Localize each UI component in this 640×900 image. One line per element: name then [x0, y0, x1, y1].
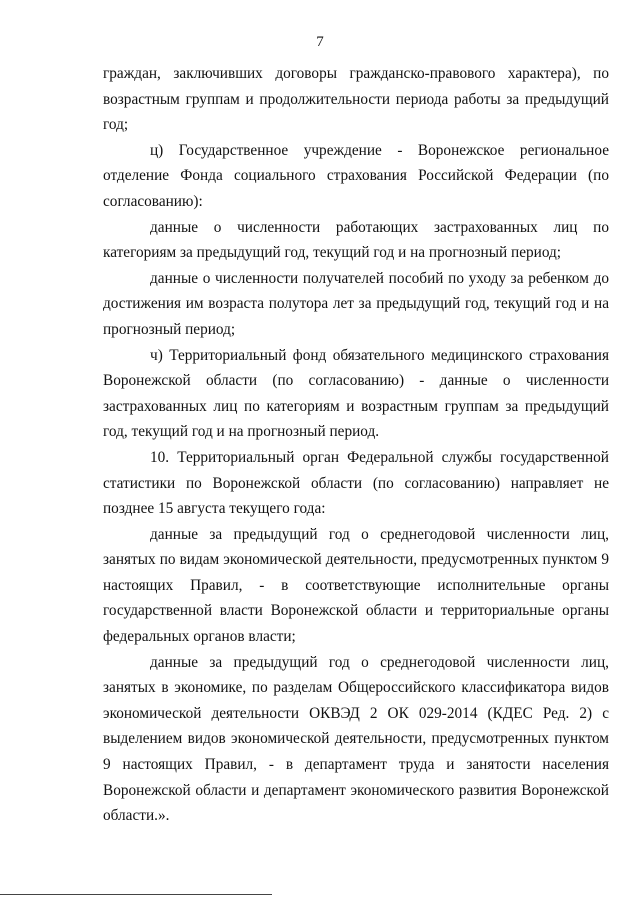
paragraph-insured-persons-data: данные о численности работающих застрахованных лиц по категориям за предыдущий год, текущий год и на прогнозный период;: [103, 218, 609, 262]
paragraph-childcare-benefit-data: данные о численности получателей пособий по уходу за ребенком до достижения им возраста полутора лет за предыдущий год, текущий год и на прогнозный период;: [103, 269, 609, 338]
document-body: [103, 61, 609, 829]
paragraph-item-ts: ц) Государственное учреждение - Воронежское региональное отделение Фонда социального страхования Российской Федерации (по согласованию):: [103, 141, 609, 210]
paragraph-item-10: 10. Территориальный орган Федеральной службы государственной статистики по Воронежской области (по согласованию) направляет не позднее 15 августа текущего года:: [103, 448, 609, 518]
paragraph-employment-data-by-okved: данные за предыдущий год о среднегодовой численности лиц, занятых в экономике, по разделам Общероссийского классификатора видов экономической деятельности ОКВЭД 2 ОК 029-2014 (КДЕС Ред. 2) с выделением видов экономической деятельности, предусмотренных пунктом 9 настоящих Правил, - в департамент труда и занятости населения Воронежской области и департамент экономического развития Воронежской области.».: [103, 653, 609, 825]
paragraph-employment-data-by-activity: данные за предыдущий год о среднегодовой численности лиц, занятых по видам экономической деятельности, предусмотренных пунктом 9 настоящих Правил, - в соответствующие исполнительные органы государственной власти Воронежской области и территориальные органы федеральных органов власти;: [103, 525, 609, 646]
page-number: 7: [316, 34, 324, 50]
paragraph-continuation: граждан, заключивших договоры гражданско-правового характера), по возрастным группам и продолжительности периода работы за предыдущий год;: [103, 65, 609, 134]
paragraph-item-ch: ч) Территориальный фонд обязательного медицинского страхования Воронежской области (по согласованию) - данные о численности застрахованных лиц по категориям и возрастным группам за предыдущий год, текущий год и на прогнозный период.: [103, 346, 609, 441]
bottom-divider: [0, 894, 272, 895]
